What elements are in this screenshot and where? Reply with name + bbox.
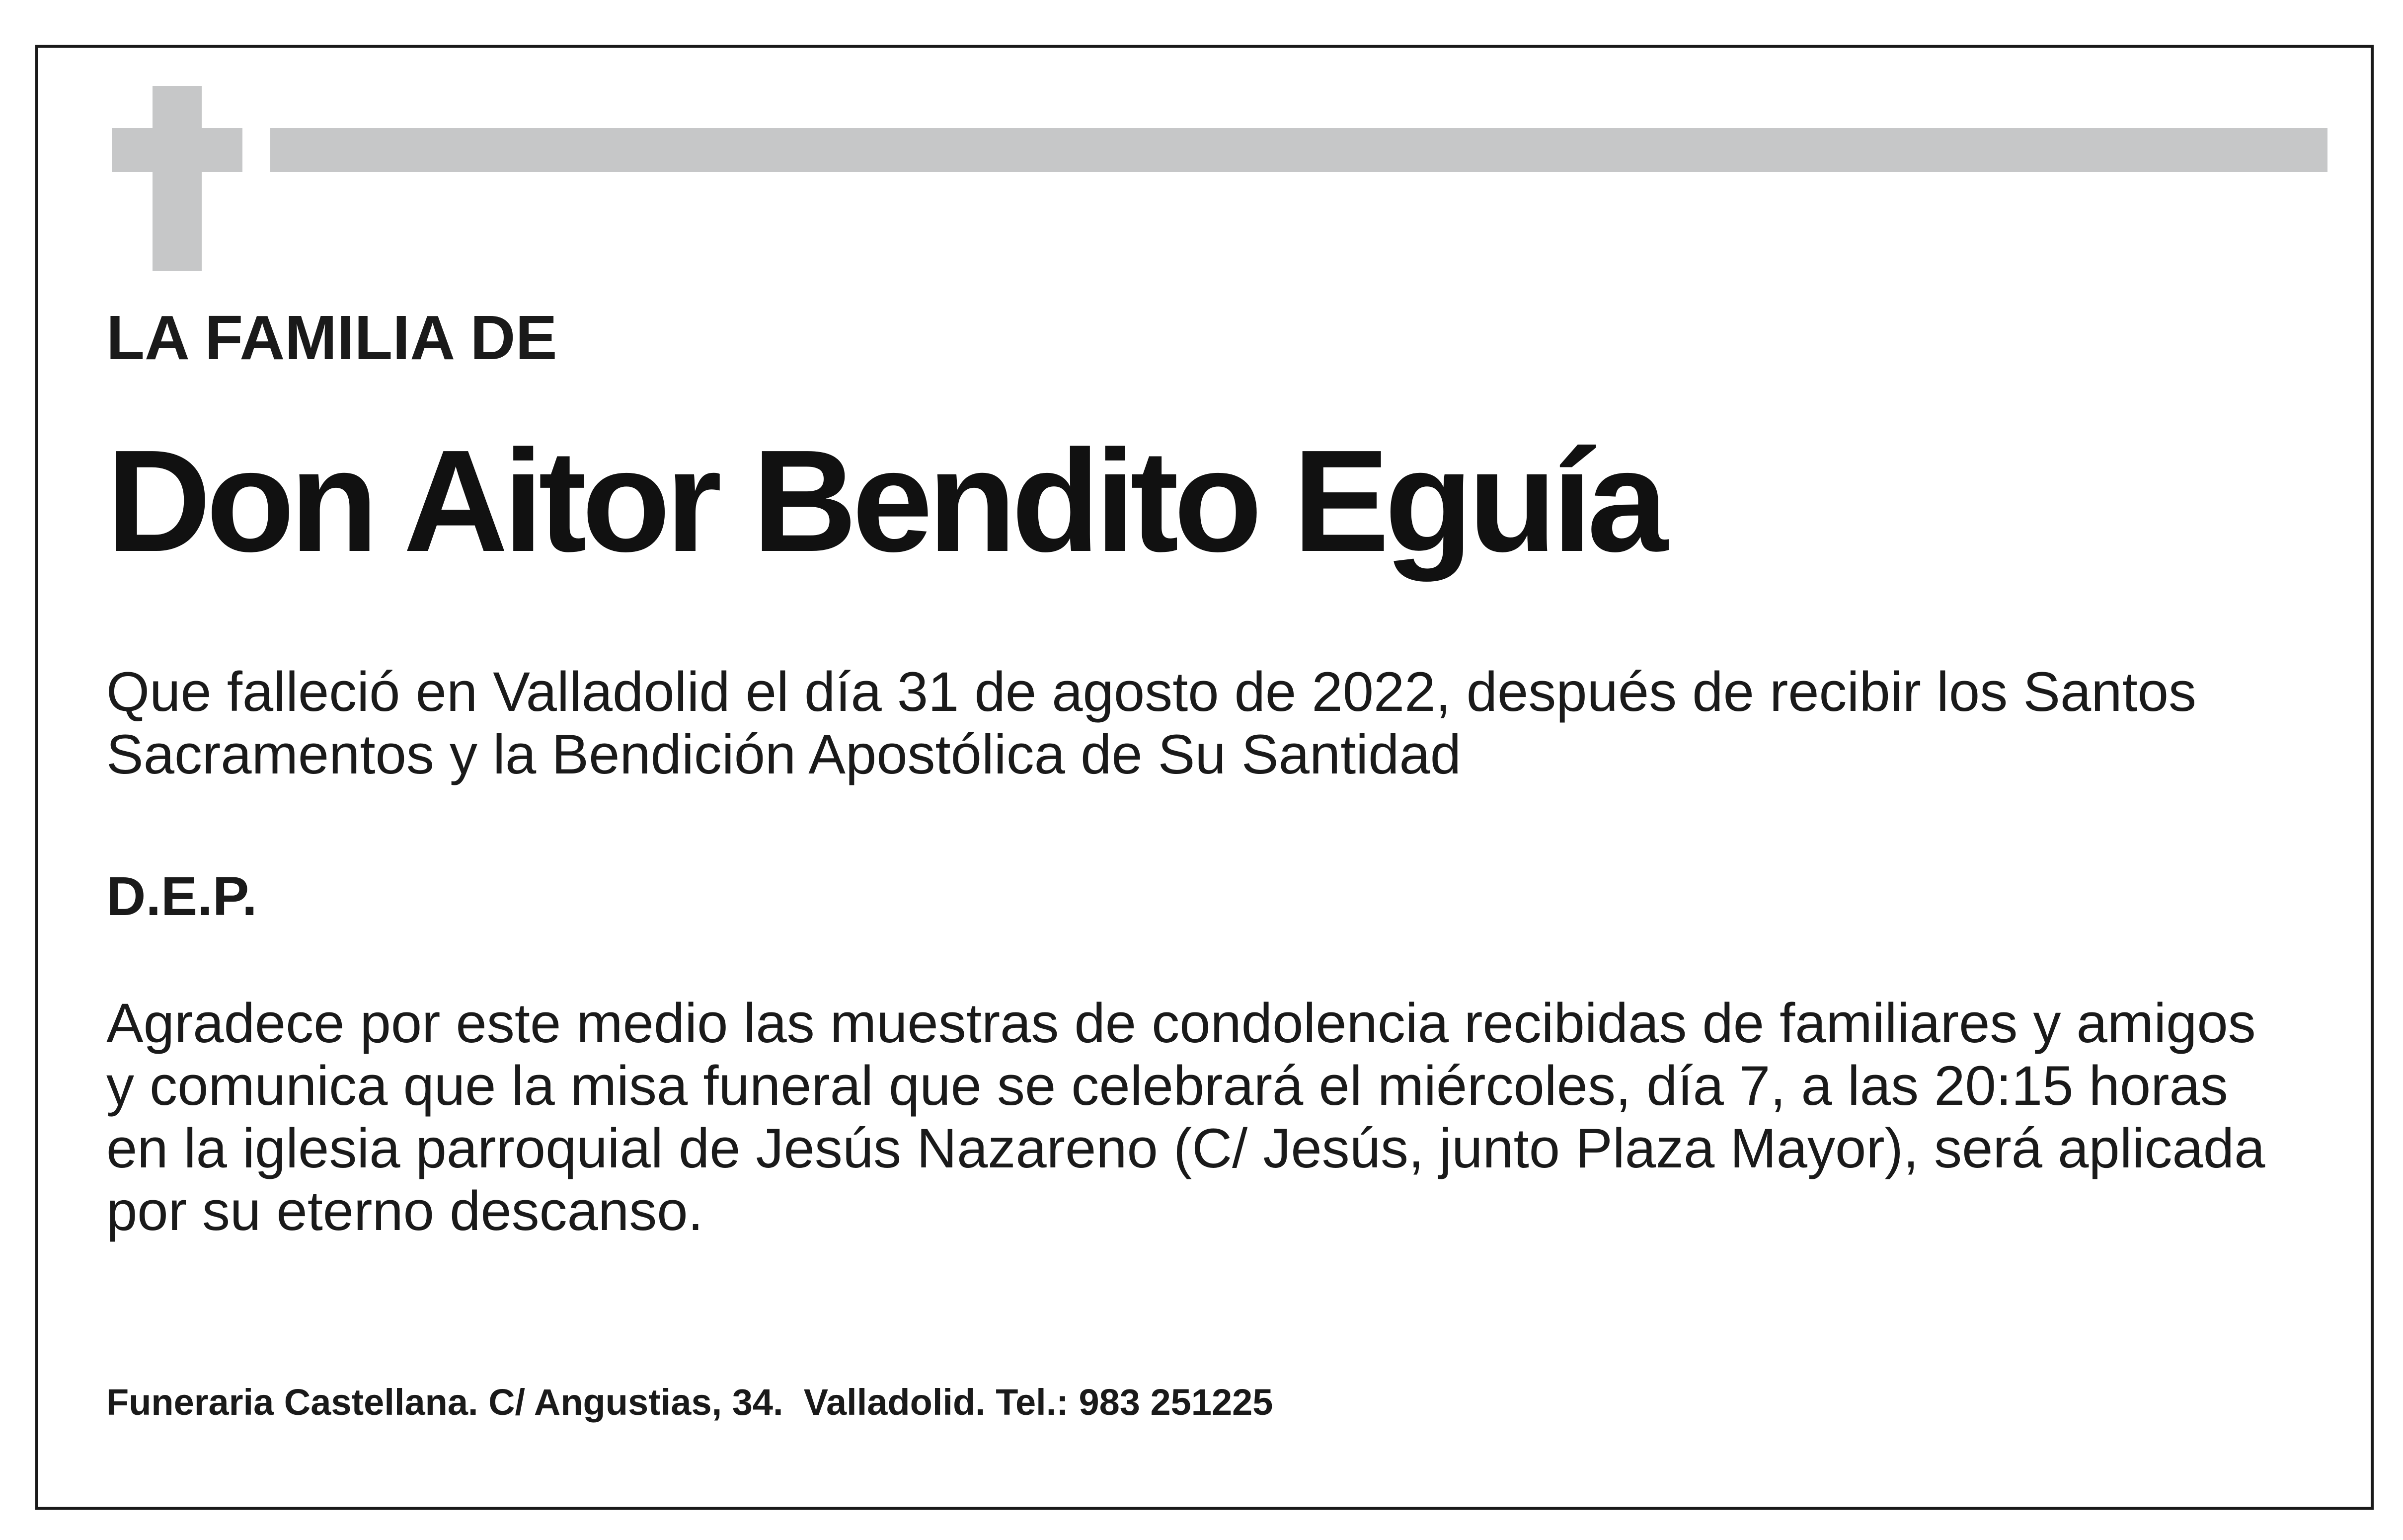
thanks-paragraph-line: en la iglesia parroquial de Jesús Nazareno (C/ Jesús, junto Plaza Mayor), será aplicada (106, 1117, 2265, 1179)
death-paragraph-line: Sacramentos y la Bendición Apostólica de Su Santidad (106, 723, 1462, 785)
thanks-paragraph-line: por su eterno descanso. (106, 1180, 703, 1242)
cross-horizontal-bar (112, 128, 242, 172)
dep-text: D.E.P. (106, 866, 257, 927)
death-paragraph (106, 661, 2196, 786)
funeral-home-footer: Funeraria Castellana. C/ Angustias, 34. Valladolid. Tel.: 983 251225 (106, 1382, 1273, 1423)
thanks-paragraph-line: y comunica que la misa funeral que se celebrará el miércoles, día 7, a las 20:15 horas (106, 1055, 2228, 1117)
cross-vertical-bar (153, 86, 202, 271)
death-paragraph-line: Que falleció en Valladolid el día 31 de agosto de 2022, después de recibir los Santos (106, 661, 2196, 723)
family-heading: LA FAMILIA DE (106, 303, 557, 373)
header-rule (270, 128, 2327, 172)
thanks-paragraph (106, 992, 2265, 1242)
deceased-name: Don Aitor Bendito Eguía (106, 420, 1663, 582)
thanks-paragraph-line: Agradece por este medio las muestras de condolencia recibidas de familiares y amigos (106, 992, 2256, 1054)
